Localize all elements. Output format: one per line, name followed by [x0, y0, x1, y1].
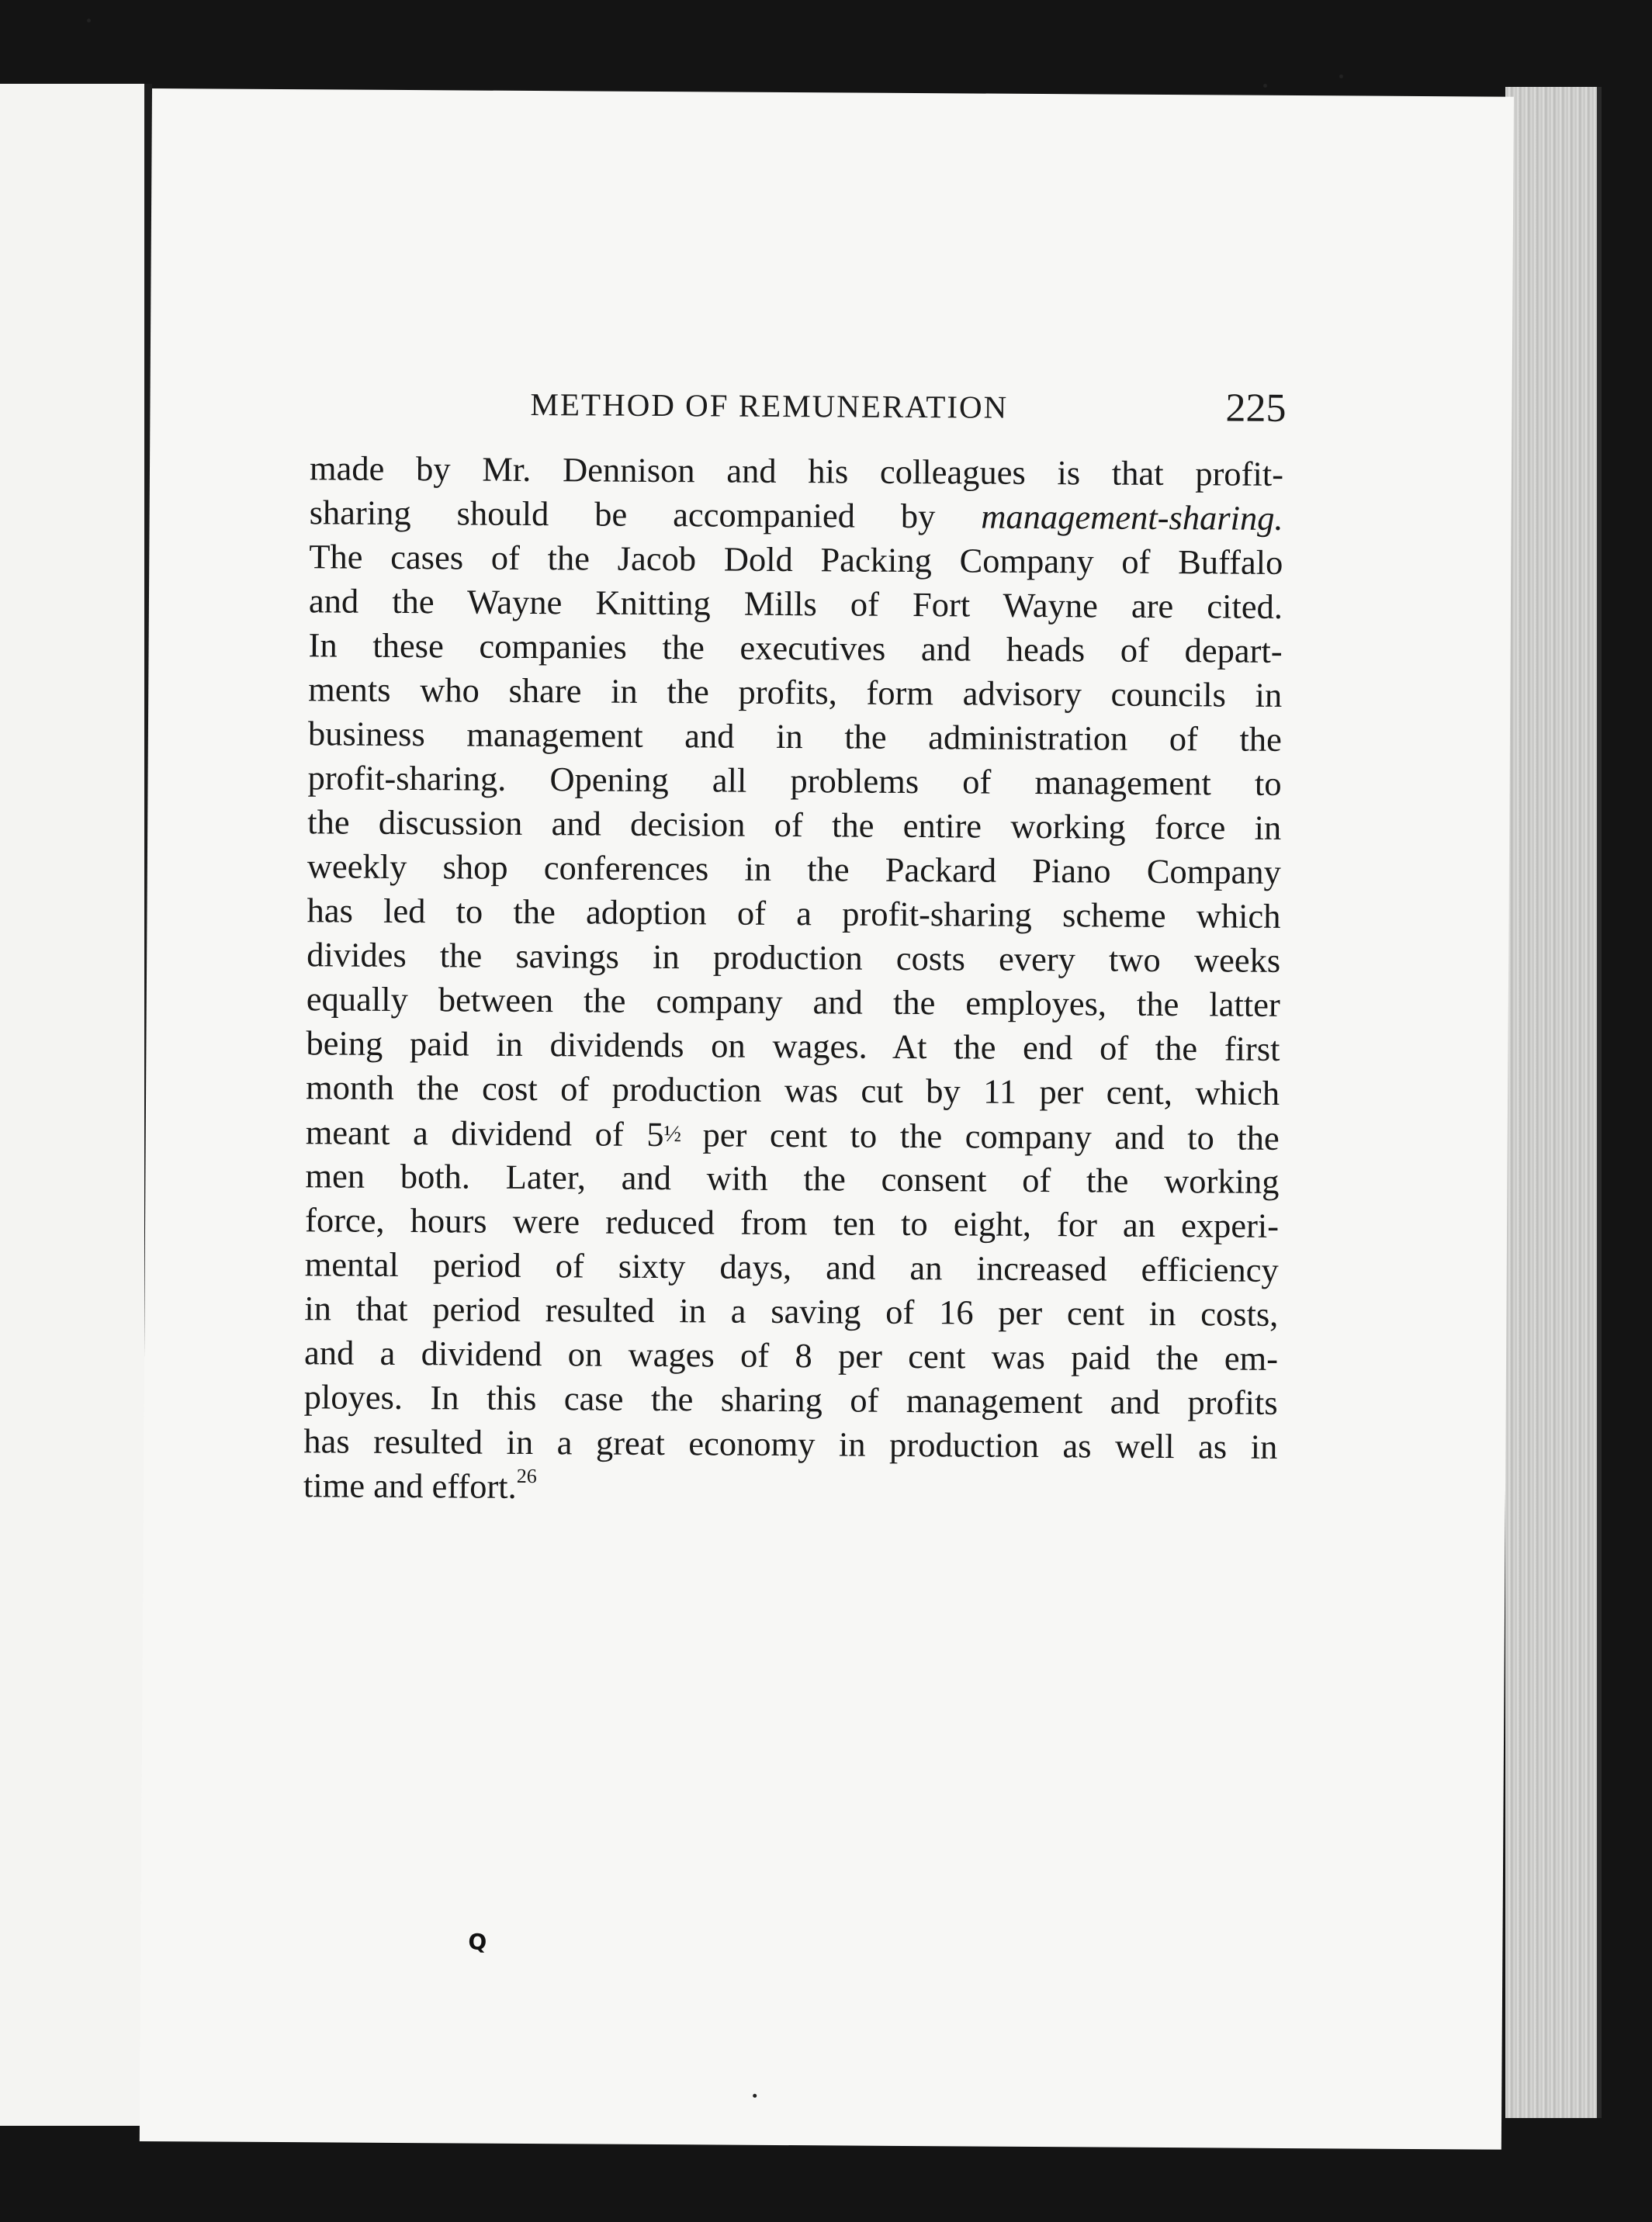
body-paragraph	[303, 446, 1283, 1514]
text-line: the discussion and decision of the entire working force in	[307, 802, 1282, 847]
text-segment: per cent to the company and to the	[679, 1115, 1280, 1158]
text-line: equally between the company and the employes, the latter	[306, 979, 1280, 1024]
facing-page-edge	[0, 84, 152, 2126]
text-line: ments who share in the profits, form advisory councils in	[308, 670, 1283, 715]
text-line: has resulted in a great economy in production as well as in	[303, 1421, 1278, 1466]
text-line: men both. Later, and with the consent of the working	[305, 1156, 1280, 1201]
text-line: and the Wayne Knitting Mills of Fort Wayne are cited.	[308, 581, 1283, 626]
text-segment: sharing should be accompanied by	[309, 493, 982, 536]
fraction: ½	[663, 1121, 681, 1147]
text-line: in that period resulted in a saving of 16 per cent in costs,	[304, 1289, 1279, 1334]
page-number: 225	[1225, 386, 1287, 431]
dust-speck	[1339, 74, 1343, 78]
text-line: made by Mr. Dennison and his colleagues is that profit-	[309, 448, 1284, 493]
text-line: force, hours were reduced from ten to eight, for an experi-	[304, 1200, 1280, 1245]
dust-speck	[1263, 84, 1267, 88]
text-line: business management and in the administration of the	[307, 714, 1283, 759]
signature-mark: Q	[468, 1929, 487, 1955]
italic-term: management-sharing.	[981, 497, 1283, 538]
running-head	[150, 383, 1512, 438]
text-line: weekly shop conferences in the Packard Piano Company	[307, 846, 1282, 891]
text-line	[309, 490, 1283, 541]
book-page	[140, 88, 1514, 2150]
text-line: being paid in dividends on wages. At the end of the first	[306, 1023, 1280, 1068]
text-line: In these companies the executives and heads of depart-	[308, 625, 1283, 670]
text-segment: meant a dividend of 5	[305, 1113, 664, 1154]
text-line: and a dividend on wages of 8 per cent was paid the em-	[303, 1333, 1279, 1378]
text-line: divides the savings in production costs every two weeks	[307, 935, 1281, 980]
text-line: profit-sharing. Opening all problems of management to	[307, 758, 1282, 803]
text-line	[306, 1109, 1280, 1160]
text-segment: time and effort.	[303, 1466, 517, 1506]
dust-speck	[753, 2094, 757, 2098]
text-line: The cases of the Jacob Dold Packing Company of Buffalo	[309, 537, 1283, 582]
footnote-reference: 26	[516, 1465, 537, 1488]
text-line: mental period of sixty days, and an increased efficiency	[304, 1244, 1279, 1289]
text-line: ployes. In this case the sharing of management and profits	[303, 1377, 1278, 1422]
text-line: month the cost of production was cut by 11 per cent, which	[305, 1068, 1280, 1113]
text-line	[303, 1463, 1277, 1514]
text-line: has led to the adoption of a profit-sharing scheme which	[307, 891, 1281, 936]
dust-speck	[87, 19, 91, 22]
page-edge-stack	[1505, 87, 1602, 2118]
running-title: METHOD OF REMUNERATION	[530, 386, 1009, 425]
